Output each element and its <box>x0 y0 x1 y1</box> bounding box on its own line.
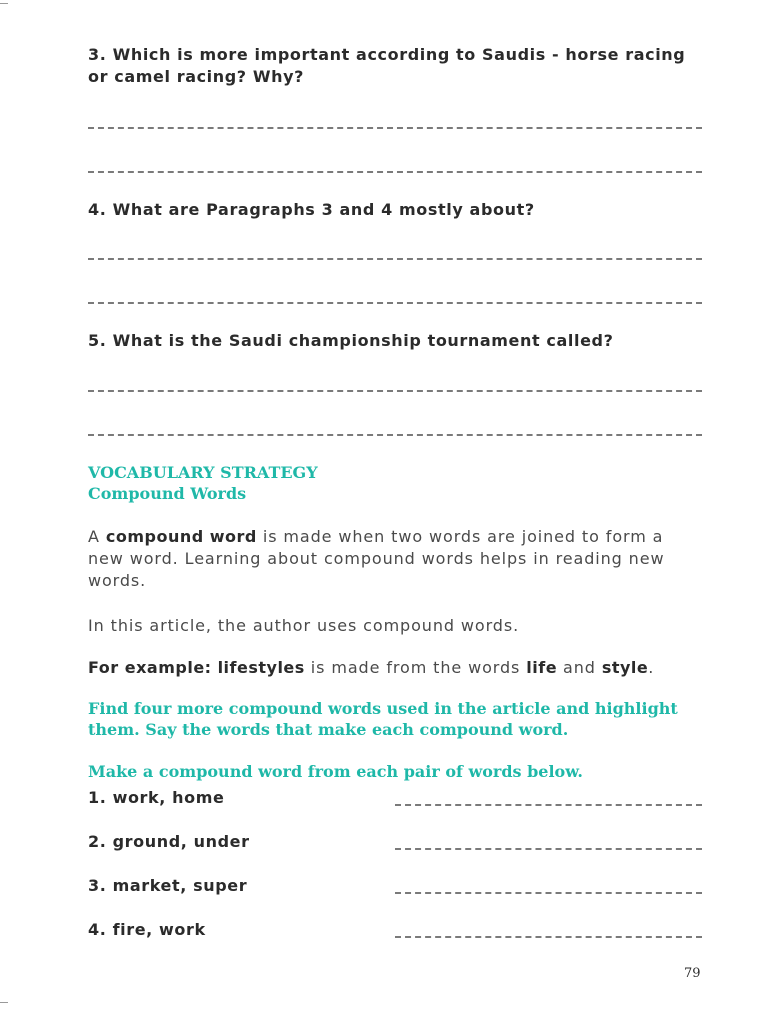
question-4: 4. What are Paragraphs 3 and 4 mostly about? <box>88 200 535 219</box>
article-note: In this article, the author uses compound words. <box>88 616 520 635</box>
question-5: 5. What is the Saudi championship tournament called? <box>88 331 614 350</box>
word-pair: 4. fire, work <box>88 920 206 939</box>
word-pair: 3. market, super <box>88 876 248 895</box>
crop-mark <box>0 3 8 4</box>
task-make-compound: Make a compound word from each pair of words below. <box>88 762 583 781</box>
answer-line[interactable] <box>88 434 702 436</box>
answer-line[interactable] <box>395 892 702 894</box>
answer-line[interactable] <box>88 127 702 129</box>
page-number: 79 <box>684 966 701 981</box>
answer-line[interactable] <box>88 258 702 260</box>
question-3: 3. Which is more important according to Saudis - horse racing or camel racing? Why? <box>88 45 686 86</box>
word-pair: 1. work, home <box>88 788 225 807</box>
answer-line[interactable] <box>395 936 702 938</box>
term-compound-word: compound word <box>105 527 257 546</box>
task-highlight: Find four more compound words used in the article and highlight them. Say the words that make each compound word. <box>88 699 678 739</box>
answer-line[interactable] <box>88 171 702 173</box>
answer-line[interactable] <box>395 848 702 850</box>
crop-mark <box>0 1002 8 1003</box>
answer-line[interactable] <box>88 302 702 304</box>
answer-line[interactable] <box>395 804 702 806</box>
section-subtitle: Compound Words <box>88 484 247 503</box>
section-title: VOCABULARY STRATEGY <box>88 463 318 482</box>
intro-paragraph: A compound word is made when two words are joined to form a new word. Learning about compound words helps in reading new words. <box>88 527 665 590</box>
word-pair: 2. ground, under <box>88 832 250 851</box>
answer-line[interactable] <box>88 390 702 392</box>
example-line: For example: lifestyles is made from the words life and style. <box>88 658 655 677</box>
